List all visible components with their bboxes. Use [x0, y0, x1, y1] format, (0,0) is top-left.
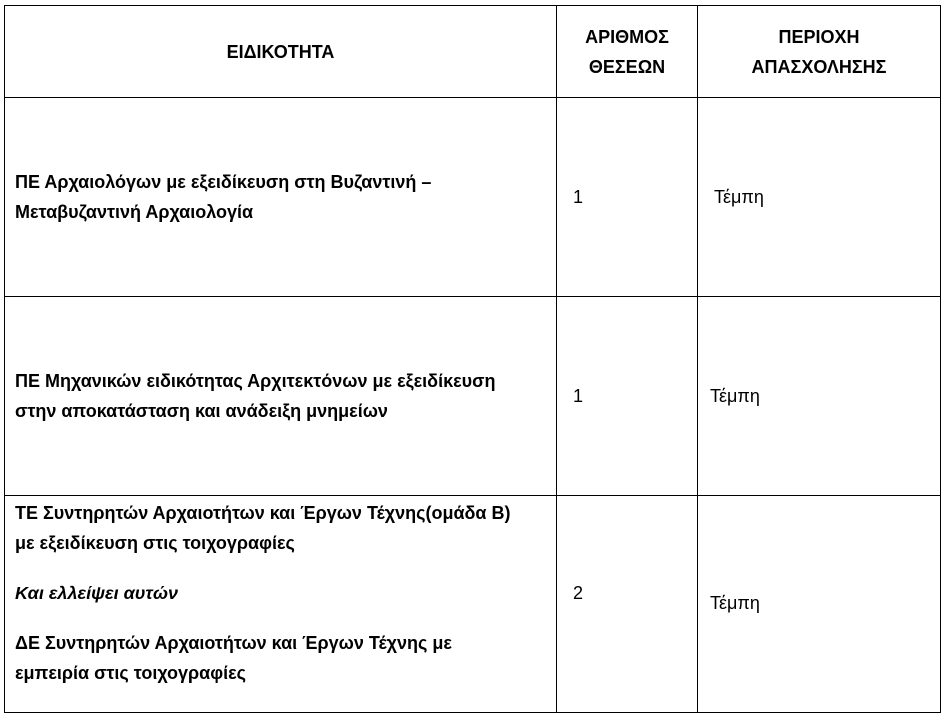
positions-cell	[557, 297, 698, 496]
specialty-text-line2: στην αποκατάσταση και ανάδειξη μνημείων	[15, 401, 388, 421]
specialty-text-line2: Μεταβυζαντινή Αρχαιολογία	[15, 202, 254, 222]
area-cell	[698, 496, 941, 713]
positions-cell	[557, 98, 698, 297]
header-area-line2: ΑΠΑΣΧΟΛΗΣΗΣ	[751, 56, 887, 77]
header-positions-line2: ΘΕΣΕΩΝ	[588, 56, 666, 77]
header-area	[698, 6, 941, 98]
specialty-cell	[5, 496, 557, 713]
area-cell	[698, 98, 941, 297]
area-value: Τέμπη	[710, 593, 760, 613]
header-positions-line1: ΑΡΙΘΜΟΣ	[585, 26, 669, 47]
specialty-cell	[5, 297, 557, 496]
header-area-line1: ΠΕΡΙΟΧΗ	[778, 26, 860, 47]
positions-value: 2	[573, 583, 584, 603]
area-cell	[698, 297, 941, 496]
table-header-row	[5, 6, 941, 98]
alt-specialty-line1: ΔΕ Συντηρητών Αρχαιοτήτων και Έργων Τέχνης με	[15, 633, 452, 653]
header-positions	[557, 6, 698, 98]
table-row	[5, 496, 941, 713]
alt-specialty-line2: εμπειρία στις τοιχογραφίες	[15, 663, 247, 683]
specialty-text-line1: ΠΕ Αρχαιολόγων με εξειδίκευση στη Βυζαντινή –	[15, 172, 432, 192]
specialty-text-line1: ΤΕ Συντηρητών Αρχαιοτήτων και Έργων Τέχνης(ομάδα Β)	[15, 503, 511, 523]
table-row	[5, 297, 941, 496]
positions-cell	[557, 496, 698, 713]
header-specialty-label: ΕΙΔΙΚΟΤΗΤΑ	[226, 41, 335, 62]
positions-value: 1	[573, 187, 584, 207]
specialty-text-line2: με εξειδίκευση στις τοιχογραφίες	[15, 533, 295, 553]
header-specialty	[5, 6, 557, 98]
table-row	[5, 98, 941, 297]
positions-table	[4, 5, 941, 713]
area-value: Τέμπη	[714, 187, 764, 207]
specialty-text-line1: ΠΕ Μηχανικών ειδικότητας Αρχιτεκτόνων με εξειδίκευση	[15, 371, 496, 391]
area-value: Τέμπη	[710, 386, 760, 406]
positions-value: 1	[573, 386, 584, 406]
specialty-cell	[5, 98, 557, 297]
alternative-note: Και ελλείψει αυτών	[15, 583, 179, 603]
